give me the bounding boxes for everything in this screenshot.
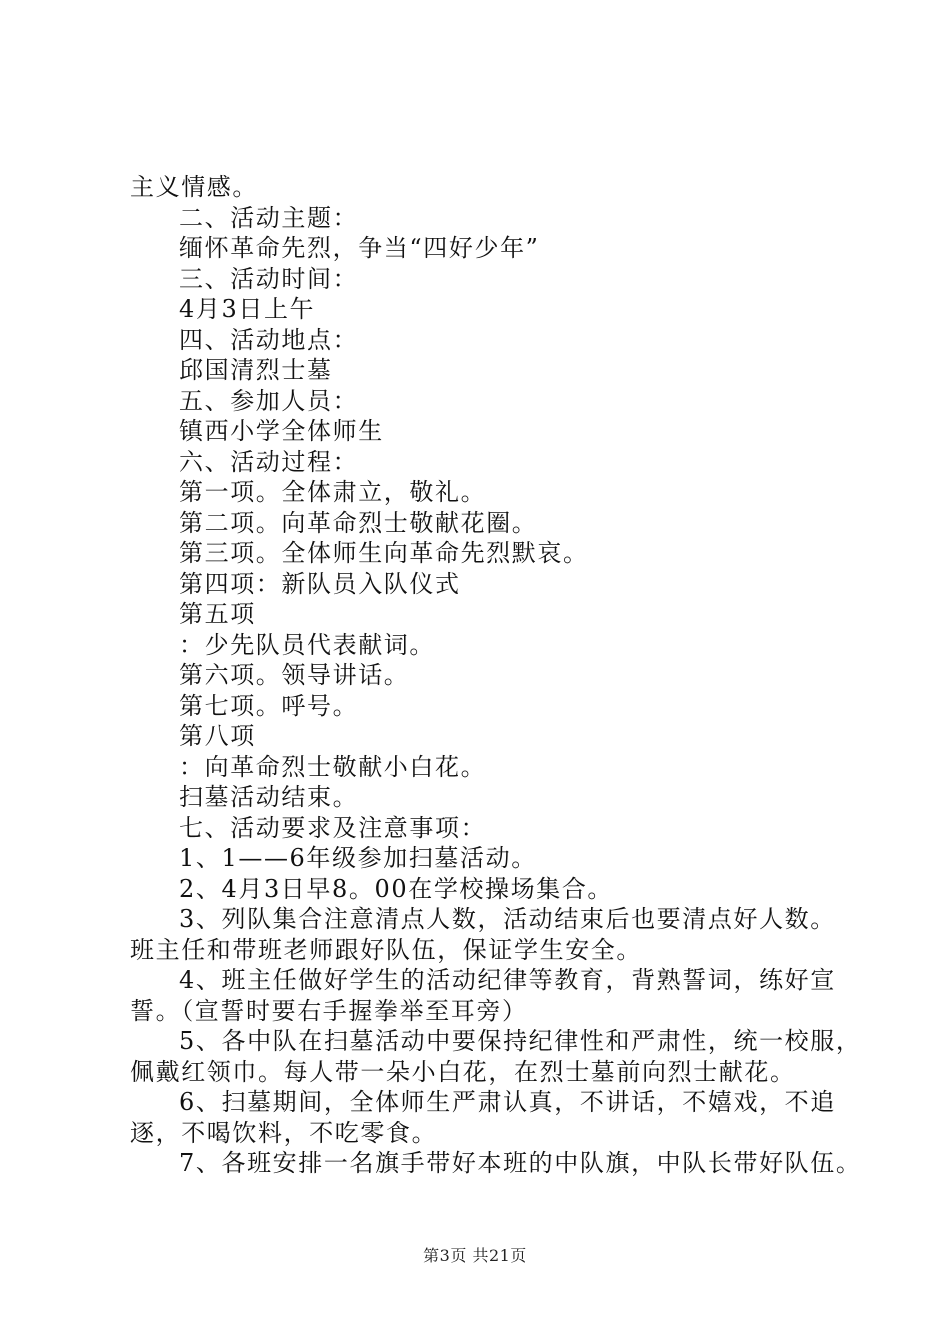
text-line: 誓。（宣誓时要右手握拳举至耳旁） — [130, 996, 528, 1025]
list-item: 第四项：新队员入队仪式 — [179, 569, 461, 598]
list-item: 第六项。领导讲话。 — [179, 661, 410, 689]
text-line: 主义情感。 — [130, 173, 258, 201]
list-item: 5、各中队在扫墓活动中要保持纪律性和严肃性，统一校服， — [179, 1027, 862, 1055]
list-item: 第三项。全体师生向革命先烈默哀。 — [179, 539, 589, 567]
section-heading-participants: 五、参加人员： — [179, 386, 359, 415]
list-item: 6、扫墓期间，全体师生严肃认真，不讲话，不嬉戏，不追 — [179, 1088, 836, 1116]
section-heading-requirements: 七、活动要求及注意事项： — [179, 813, 487, 842]
text-line: 逐，不喝饮料，不吃零食。 — [130, 1118, 438, 1147]
list-item: 第七项。呼号。 — [179, 691, 359, 720]
list-item: 第二项。向革命烈士敬献花圈。 — [179, 508, 538, 537]
list-item: 3、列队集合注意清点人数，活动结束后也要清点好人数。 — [179, 905, 836, 933]
list-item: ：向革命烈士敬献小白花。 — [179, 752, 487, 781]
text-line: 镇西小学全体师生 — [179, 417, 384, 445]
section-heading-theme: 二、活动主题： — [179, 203, 359, 232]
text-line: 佩戴红领巾。每人带一朵小白花，在烈士墓前向烈士献花。 — [130, 1057, 796, 1086]
list-item: ：少先队员代表献词。 — [179, 630, 435, 659]
list-item: 2、4月3日早8。00在学校操场集合。 — [179, 874, 614, 903]
text-line: 缅怀革命先烈，争当“四好少年” — [179, 234, 540, 262]
list-item: 1、1——6年级参加扫墓活动。 — [179, 844, 537, 872]
text-line: 班主任和带班老师跟好队伍，保证学生安全。 — [130, 935, 642, 964]
list-item: 第五项 — [179, 600, 256, 628]
section-heading-process: 六、活动过程： — [179, 447, 359, 476]
list-item: 7、各班安排一名旗手带好本班的中队旗，中队长带好队伍。 — [179, 1149, 862, 1177]
section-heading-time: 三、活动时间： — [179, 264, 359, 293]
text-line: 邱国清烈士墓 — [179, 356, 333, 384]
page-number: 第3页 共21页 — [423, 1246, 527, 1265]
text-line: 4月3日上午 — [179, 295, 316, 323]
list-item: 第一项。全体肃立，敬礼。 — [179, 478, 487, 506]
section-heading-location: 四、活动地点： — [179, 325, 359, 354]
document-body — [130, 172, 860, 1179]
text-line: 扫墓活动结束。 — [179, 783, 359, 811]
list-item: 4、班主任做好学生的活动纪律等教育，背熟誓词，练好宣 — [179, 966, 836, 994]
list-item: 第八项 — [179, 722, 256, 750]
